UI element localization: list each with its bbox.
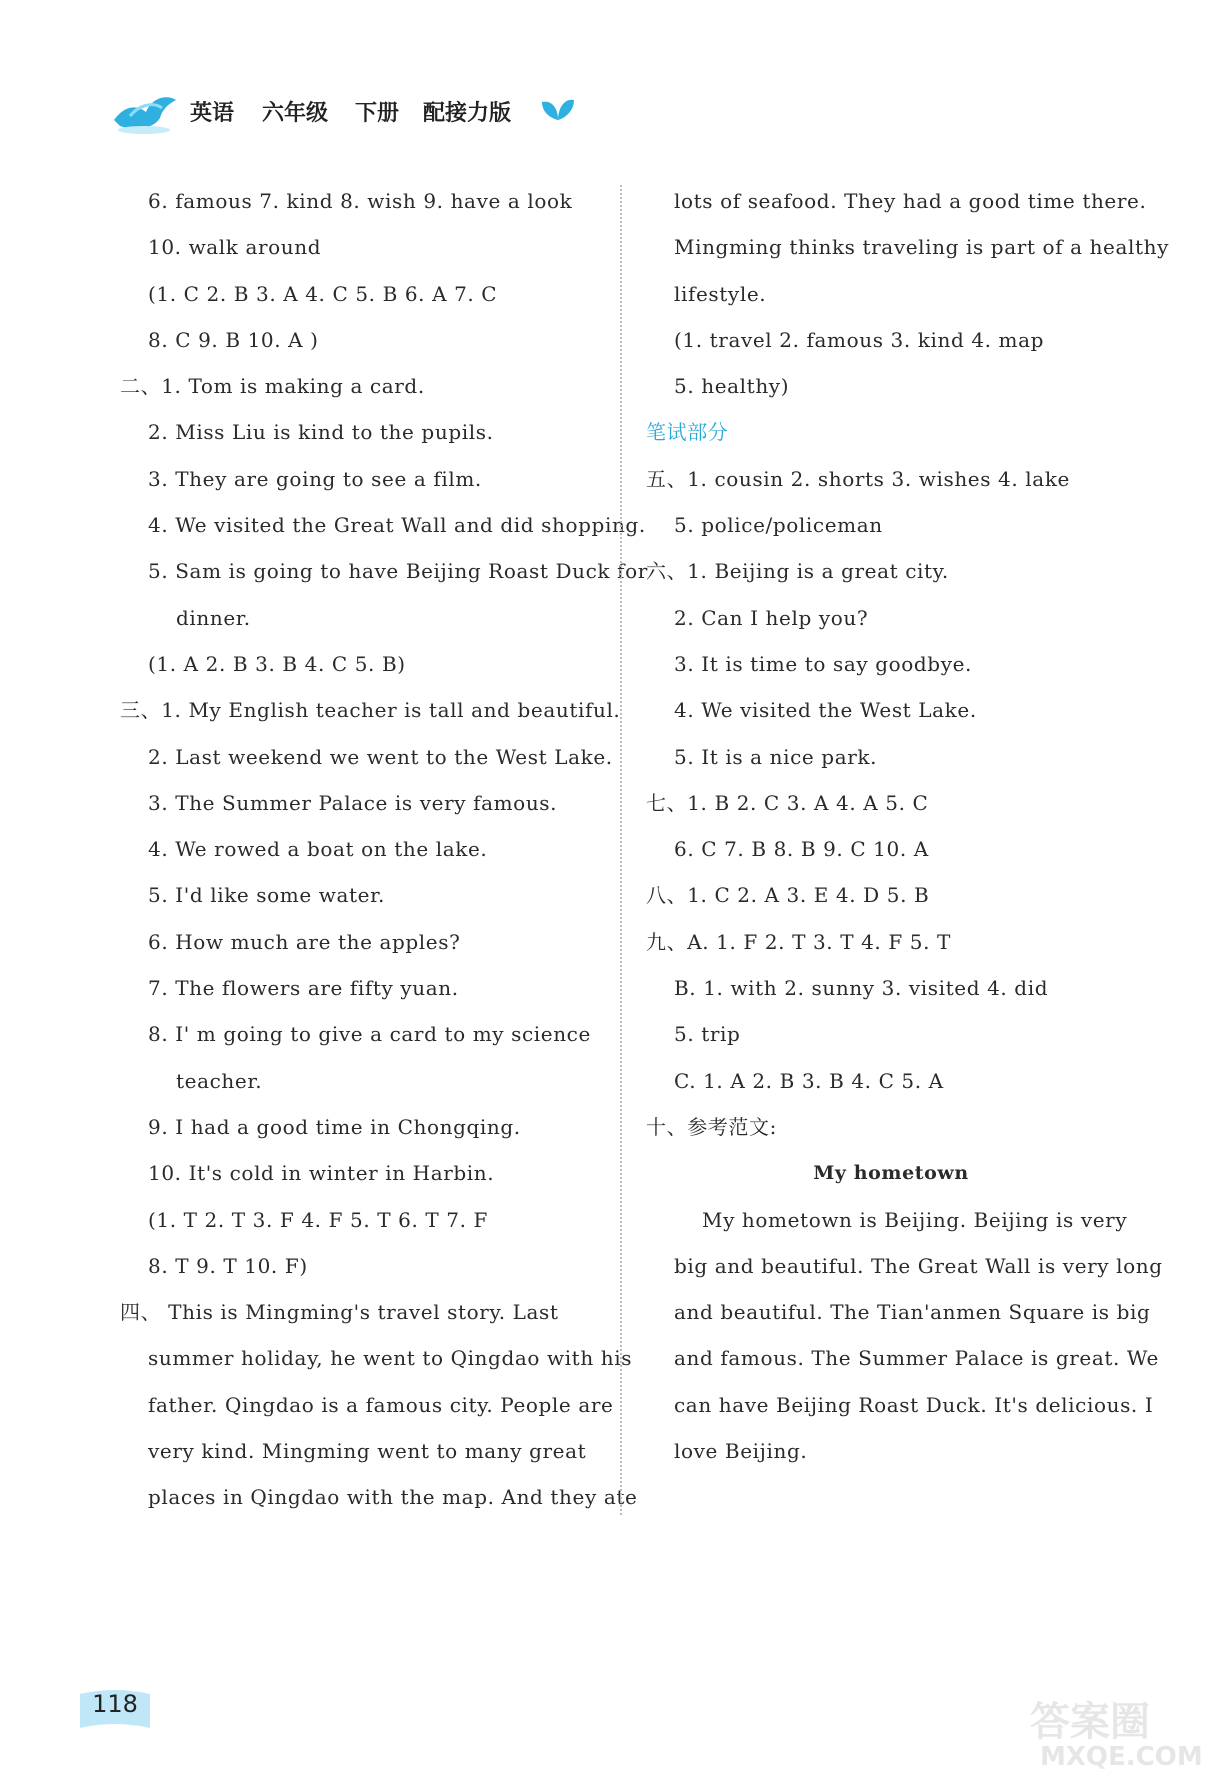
header-subject: 英语 [190,101,235,126]
right-column-line: love Beijing. [674,1439,808,1464]
left-column-line: teacher. [176,1068,263,1093]
left-column-line: places in Qingdao with the map. And they ate [148,1485,638,1510]
bird-logo-icon [110,86,180,136]
left-column-line: 6. famous 7. kind 8. wish 9. have a look [148,189,573,213]
right-column-line: 2. Can I help you? [674,605,869,630]
left-column-line: 8. T 9. T 10. F) [148,1253,308,1278]
right-column-line: 九、A. 1. F 2. T 3. T 4. F 5. T [646,929,951,954]
left-column-line: 10. walk around [148,235,322,260]
left-column-line: 7. The flowers are fifty yuan. [148,976,459,1001]
left-column-line: 2. Last weekend we went to the West Lake. [148,744,613,769]
right-column-line: 5. police/policeman [674,513,883,538]
left-column-line: (1. A 2. B 3. B 4. C 5. B) [148,651,406,676]
right-column-line: Mingming thinks traveling is part of a healthy [674,235,1170,260]
right-column-line: 七、1. B 2. C 3. A 4. A 5. C [646,790,929,815]
right-column-line: 4. We visited the West Lake. [674,698,977,723]
right-column-line: can have Beijing Roast Duck. It's delicious. I [674,1392,1154,1417]
page-number: 118 [92,1690,138,1718]
left-column-line: 3. They are going to see a film. [148,466,482,491]
left-column-line: 4. We visited the Great Wall and did shopping. [148,513,646,538]
left-column-line: 三、1. My English teacher is tall and beautiful. [120,698,621,723]
header-grade: 六年级 [262,101,329,126]
right-column-line: lifestyle. [674,281,767,306]
left-column-line: 3. The Summer Palace is very famous. [148,790,558,815]
answer-column-left [120,178,648,1521]
left-column-line: 8. I' m going to give a card to my science [148,1022,591,1047]
header-volume: 下册 [355,101,400,126]
leaf-decoration-icon [540,96,576,124]
right-column-line: My hometown [813,1162,969,1185]
right-column-line: 3. It is time to say goodbye. [674,651,973,676]
right-column-line: (1. travel 2. famous 3. kind 4. map [674,327,1045,352]
left-column-line: 10. It's cold in winter in Harbin. [148,1161,495,1186]
watermark-logo: 答案圈 [1030,1699,1150,1745]
right-column-line: C. 1. A 2. B 3. B 4. C 5. A [674,1068,944,1093]
right-column-line: 八、1. C 2. A 3. E 4. D 5. B [646,883,930,908]
answer-column-right [646,178,1170,1474]
left-column-line: very kind. Mingming went to many great [148,1439,587,1464]
right-column-line: and famous. The Summer Palace is great. We [674,1346,1159,1371]
right-column-line: lots of seafood. They had a good time there. [674,189,1147,213]
left-column-line: father. Qingdao is a famous city. People are [148,1392,614,1417]
left-column-line: 2. Miss Liu is kind to the pupils. [148,420,494,445]
right-column-line: My hometown is Beijing. Beijing is very [702,1207,1128,1232]
right-column-line: 五、1. cousin 2. shorts 3. wishes 4. lake [646,466,1070,491]
left-column-line: (1. C 2. B 3. A 4. C 5. B 6. A 7. C [148,281,498,306]
left-column-line: 6. How much are the apples? [148,929,461,954]
right-column-line: 5. healthy) [674,374,790,399]
left-column-line: 9. I had a good time in Chongqing. [148,1114,521,1139]
right-column-line: 5. It is a nice park. [674,744,878,769]
left-column-line: 5. Sam is going to have Beijing Roast Duck for [148,559,648,584]
right-column-line: 十、参考范文: [646,1114,777,1139]
left-column-line: summer holiday, he went to Qingdao with his [148,1346,633,1371]
left-column-line: dinner. [176,605,251,630]
left-column-line: (1. T 2. T 3. F 4. F 5. T 6. T 7. F [148,1207,489,1232]
right-column-line: 笔试部分 [646,420,729,445]
header-edition: 配接力版 [423,101,512,126]
right-column-line: 六、1. Beijing is a great city. [646,559,949,584]
right-column-line: B. 1. with 2. sunny 3. visited 4. did [674,976,1049,1001]
watermark-url: MXQE.COM [1040,1742,1203,1772]
left-column-line: 四、 This is Mingming's travel story. Last [120,1300,559,1325]
right-column-line: big and beautiful. The Great Wall is very long [674,1253,1163,1278]
left-column-line: 4. We rowed a boat on the lake. [148,837,488,862]
right-column-line: and beautiful. The Tian'anmen Square is big [674,1300,1151,1325]
right-column-line: 5. trip [674,1022,741,1047]
left-column-line: 二、1. Tom is making a card. [120,374,425,399]
left-column-line: 8. C 9. B 10. A ) [148,327,319,352]
column-divider [620,185,622,1515]
left-column-line: 5. I'd like some water. [148,883,386,908]
right-column-line: 6. C 7. B 8. B 9. C 10. A [674,837,929,862]
